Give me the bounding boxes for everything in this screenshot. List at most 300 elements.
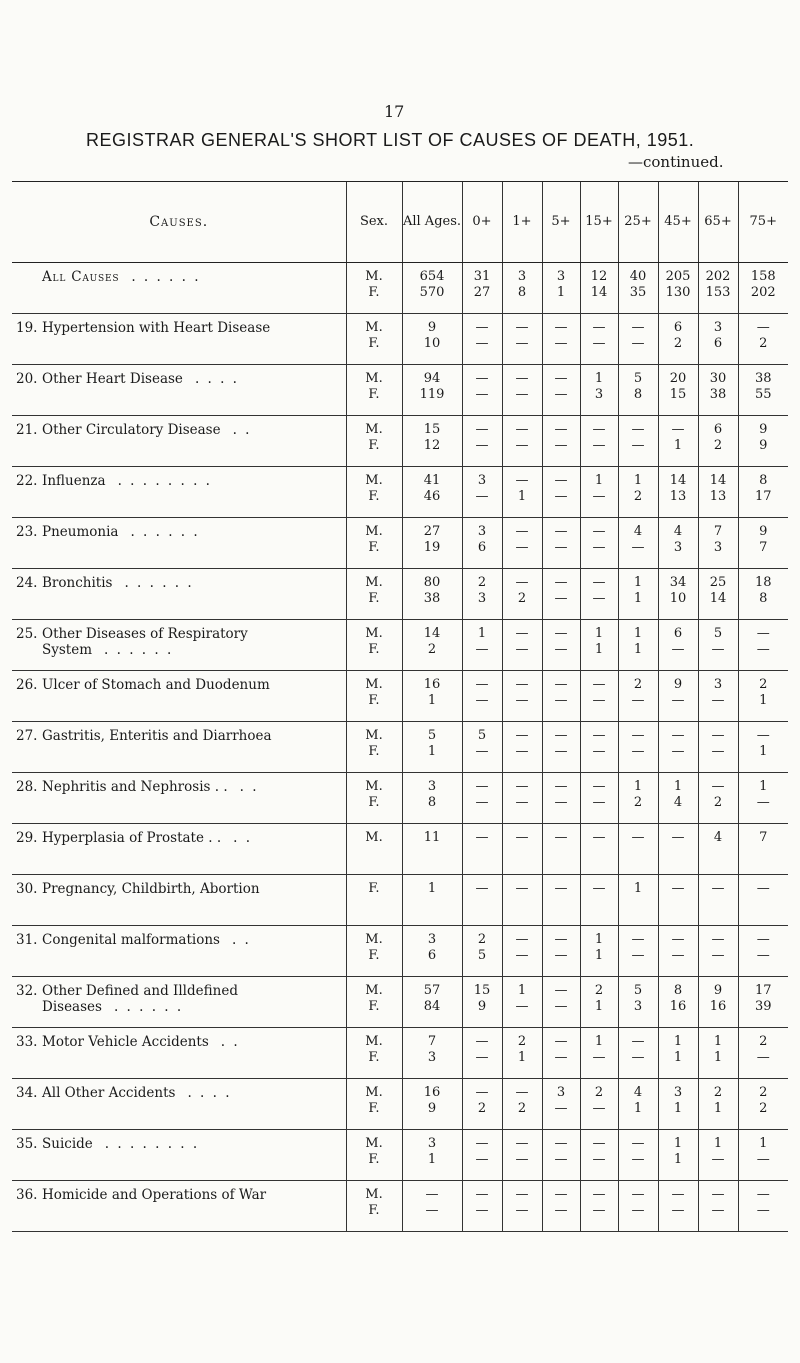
value-cell [698, 569, 738, 620]
death-count: — [592, 422, 606, 437]
death-count: 80 [423, 575, 441, 590]
death-count: 3 [673, 540, 683, 555]
death-count: 1 [759, 779, 768, 794]
death-count: — [554, 371, 568, 386]
death-count: — [671, 422, 685, 437]
death-count: — [554, 999, 568, 1014]
death-count: 1 [477, 626, 487, 641]
cause-number: 36. [16, 1187, 38, 1203]
value-cell [462, 773, 502, 824]
value-cell [738, 1079, 788, 1130]
death-count: — [475, 642, 489, 657]
death-count: — [515, 524, 529, 539]
death-count: 8 [633, 387, 643, 402]
death-count: 1 [427, 1152, 437, 1167]
death-count: — [756, 1152, 770, 1167]
value-cell [542, 620, 580, 671]
value-cell [698, 467, 738, 518]
sex-cell [346, 518, 402, 569]
column-header-65plus: 65+ [698, 182, 738, 263]
death-count: 202 [750, 285, 776, 300]
death-count: 3 [517, 269, 527, 284]
value-cell [738, 875, 788, 926]
death-count: — [554, 948, 568, 963]
death-count: — [554, 1203, 568, 1218]
leader-dots: . . . . . . [124, 575, 194, 591]
death-count: 1 [713, 1050, 723, 1065]
column-header-sex: Sex. [346, 182, 402, 263]
sex-value: M. [365, 320, 383, 335]
value-cell [580, 824, 618, 875]
value-cell [580, 263, 618, 314]
value-cell [698, 1079, 738, 1130]
value-cell [462, 620, 502, 671]
death-count: 3 [477, 524, 487, 539]
death-count: — [671, 830, 685, 845]
cause-label: Ulcer of Stomach and Duodenum [42, 677, 270, 693]
death-count: 4 [673, 524, 683, 539]
death-count: — [515, 473, 529, 488]
value-cell [542, 926, 580, 977]
cause-number: 25. [16, 626, 38, 642]
value-cell [502, 620, 542, 671]
death-count: 3 [556, 1085, 566, 1100]
value-cell [658, 977, 698, 1028]
death-count: 17 [754, 489, 772, 504]
value-cell [698, 263, 738, 314]
sex-value: M. [365, 983, 383, 998]
death-count: 3 [477, 591, 487, 606]
death-count: 1 [427, 881, 437, 896]
value-cell [542, 875, 580, 926]
value-cell [738, 722, 788, 773]
leader-dots: . . [232, 422, 252, 438]
value-cell [658, 467, 698, 518]
death-count: — [475, 693, 489, 708]
death-count: — [671, 881, 685, 896]
death-count: — [515, 932, 529, 947]
value-cell [402, 926, 462, 977]
table-row [12, 1079, 788, 1130]
value-cell [402, 365, 462, 416]
death-count: 10 [423, 336, 441, 351]
sex-value: M. [365, 932, 383, 947]
value-cell [580, 1079, 618, 1130]
death-count: 27 [473, 285, 491, 300]
death-count: — [515, 642, 529, 657]
death-count: 7 [759, 540, 768, 555]
cause-cell [12, 518, 346, 569]
table-row [12, 467, 788, 518]
sex-value: M. [365, 1187, 383, 1202]
table-body [12, 263, 788, 1232]
death-count: — [515, 371, 529, 386]
value-cell [738, 824, 788, 875]
value-cell [580, 1181, 618, 1232]
cause-label: Homicide and Operations of War [42, 1187, 267, 1203]
death-count: — [515, 540, 529, 555]
death-count: — [631, 1203, 645, 1218]
death-count: — [515, 422, 529, 437]
death-count: 16 [423, 677, 441, 692]
death-count: 7 [759, 830, 768, 845]
sex-value: M. [365, 677, 383, 692]
sex-value: F. [368, 642, 380, 657]
value-cell [580, 518, 618, 569]
table-row [12, 977, 788, 1028]
cause-number: 26. [16, 677, 38, 693]
table-row [12, 1130, 788, 1181]
sex-value: F. [368, 387, 380, 402]
death-count: 34 [669, 575, 687, 590]
value-cell [698, 1181, 738, 1232]
value-cell [658, 1181, 698, 1232]
value-cell [402, 467, 462, 518]
value-cell [542, 671, 580, 722]
death-count: 1 [673, 1136, 683, 1151]
cause-label: Diseases [42, 999, 102, 1015]
value-cell [658, 314, 698, 365]
value-cell [402, 416, 462, 467]
death-count: — [515, 438, 529, 453]
column-header-0plus: 0+ [462, 182, 502, 263]
death-count: — [475, 795, 489, 810]
death-count: — [592, 336, 606, 351]
sex-value: F. [368, 881, 380, 896]
value-cell [462, 518, 502, 569]
death-count: 1 [594, 473, 604, 488]
death-count: 570 [419, 285, 445, 300]
death-count: — [554, 1152, 568, 1167]
value-cell [658, 365, 698, 416]
value-cell [698, 671, 738, 722]
death-count: 6 [673, 320, 683, 335]
death-count: — [756, 626, 770, 641]
death-count: 2 [713, 1085, 723, 1100]
value-cell [698, 518, 738, 569]
death-count: — [756, 1187, 770, 1202]
value-cell [580, 416, 618, 467]
death-count: — [515, 1136, 529, 1151]
cause-cell [12, 773, 346, 824]
value-cell [658, 416, 698, 467]
death-count: 205 [665, 269, 691, 284]
sex-cell [346, 773, 402, 824]
death-count: 2 [477, 932, 487, 947]
value-cell [462, 926, 502, 977]
death-count: — [554, 693, 568, 708]
cause-cell [12, 416, 346, 467]
death-count: — [515, 387, 529, 402]
sex-cell [346, 416, 402, 467]
value-cell [542, 1181, 580, 1232]
value-cell [462, 722, 502, 773]
value-cell [658, 926, 698, 977]
death-count: 1 [594, 626, 604, 641]
column-header-25plus: 25+ [618, 182, 658, 263]
death-count: — [711, 1187, 725, 1202]
page-title: REGISTRAR GENERAL'S SHORT LIST OF CAUSES OF DEATH, 1951. [86, 130, 695, 150]
death-count: 2 [517, 591, 527, 606]
death-count: 1 [633, 642, 643, 657]
table-row [12, 569, 788, 620]
cause-number: 28. [16, 779, 38, 795]
cause-cell [12, 620, 346, 671]
value-cell [618, 569, 658, 620]
death-count: — [475, 1152, 489, 1167]
death-count: 5 [477, 948, 487, 963]
value-cell [402, 314, 462, 365]
cause-cell [12, 263, 346, 314]
value-cell [580, 671, 618, 722]
death-count: — [554, 1187, 568, 1202]
cause-label: Other Diseases of Respiratory [42, 626, 248, 642]
value-cell [580, 773, 618, 824]
death-count: — [671, 948, 685, 963]
cause-label: Other Defined and Illdefined [42, 983, 238, 999]
cause-label: Hyperplasia of Prostate . . [42, 830, 222, 846]
death-count: — [592, 1136, 606, 1151]
death-count: 9 [427, 1101, 437, 1116]
death-count: — [592, 540, 606, 555]
table-row [12, 620, 788, 671]
death-count: — [631, 830, 645, 845]
value-cell [658, 263, 698, 314]
cause-number: 30. [16, 881, 38, 897]
death-count: 3 [713, 677, 723, 692]
death-count: 55 [754, 387, 772, 402]
sex-value: M. [365, 1136, 383, 1151]
value-cell [462, 1028, 502, 1079]
death-count: — [475, 881, 489, 896]
sex-cell [346, 671, 402, 722]
page-subtitle: —continued. [628, 153, 724, 171]
cause-label: Pregnancy, Childbirth, Abortion [42, 881, 260, 897]
column-header-all-ages: All Ages. [402, 182, 462, 263]
death-count: — [554, 438, 568, 453]
death-count: — [554, 1101, 568, 1116]
sex-value: F. [368, 336, 380, 351]
cause-label: All Causes [42, 269, 120, 285]
value-cell [738, 314, 788, 365]
value-cell [462, 263, 502, 314]
death-count: 10 [669, 591, 687, 606]
sex-value: M. [365, 1034, 383, 1049]
sex-value: M. [365, 371, 383, 386]
cause-label: Motor Vehicle Accidents [42, 1034, 209, 1050]
column-header-1plus: 1+ [502, 182, 542, 263]
cause-label: Other Heart Disease [42, 371, 183, 387]
value-cell [618, 671, 658, 722]
value-cell [462, 1079, 502, 1130]
death-count: 119 [419, 387, 445, 402]
death-count: — [475, 422, 489, 437]
value-cell [402, 620, 462, 671]
death-count: 14 [423, 626, 441, 641]
death-count: 5 [633, 371, 643, 386]
death-count: — [554, 626, 568, 641]
death-count: — [592, 591, 606, 606]
death-count: — [592, 1152, 606, 1167]
value-cell [580, 1130, 618, 1181]
death-count: — [711, 744, 725, 759]
death-count: — [475, 677, 489, 692]
death-count: 8 [673, 983, 683, 998]
sex-value: M. [365, 269, 383, 284]
death-count: 3 [594, 387, 604, 402]
value-cell [658, 824, 698, 875]
death-count: — [475, 489, 489, 504]
column-header-15plus: 15+ [580, 182, 618, 263]
death-count: — [515, 575, 529, 590]
death-count: 2 [759, 1101, 768, 1116]
death-count: — [631, 948, 645, 963]
death-count: 1 [713, 1034, 723, 1049]
value-cell [618, 1079, 658, 1130]
value-cell [738, 773, 788, 824]
cause-cell [12, 926, 346, 977]
death-count: 25 [709, 575, 727, 590]
death-count: 1 [633, 881, 643, 896]
death-count: — [425, 1203, 439, 1218]
death-count: 5 [427, 728, 437, 743]
death-count: — [515, 693, 529, 708]
death-count: 2 [477, 1101, 487, 1116]
death-count: — [554, 830, 568, 845]
death-count: — [515, 1187, 529, 1202]
value-cell [618, 467, 658, 518]
value-cell [658, 569, 698, 620]
death-count: 16 [423, 1085, 441, 1100]
death-count: — [631, 1152, 645, 1167]
death-count: — [554, 540, 568, 555]
death-count: — [592, 693, 606, 708]
death-count: — [515, 320, 529, 335]
death-count: 1 [594, 1034, 604, 1049]
value-cell [502, 518, 542, 569]
value-cell [618, 365, 658, 416]
value-cell [462, 1181, 502, 1232]
value-cell [402, 518, 462, 569]
death-count: 3 [633, 999, 643, 1014]
death-count: — [554, 575, 568, 590]
death-count: — [631, 540, 645, 555]
value-cell [580, 1028, 618, 1079]
death-count: 654 [419, 269, 445, 284]
death-count: — [631, 693, 645, 708]
value-cell [618, 620, 658, 671]
death-count: 13 [709, 489, 727, 504]
sex-value: F. [368, 999, 380, 1014]
death-count: 9 [759, 422, 768, 437]
death-count: — [475, 320, 489, 335]
death-count: 6 [673, 626, 683, 641]
value-cell [462, 977, 502, 1028]
leader-dots: . . [231, 932, 251, 948]
cause-number: 29. [16, 830, 38, 846]
death-count: 1 [517, 983, 527, 998]
death-count: — [592, 575, 606, 590]
death-count: 1 [633, 1101, 643, 1116]
death-count: — [631, 1050, 645, 1065]
value-cell [580, 620, 618, 671]
sex-cell [346, 875, 402, 926]
death-count: — [554, 387, 568, 402]
value-cell [402, 671, 462, 722]
value-cell [580, 722, 618, 773]
value-cell [658, 1028, 698, 1079]
death-count: — [515, 1203, 529, 1218]
death-count: — [671, 932, 685, 947]
death-count: — [515, 881, 529, 896]
death-count: — [475, 1085, 489, 1100]
death-count: 2 [594, 983, 604, 998]
death-count: 1 [673, 1152, 683, 1167]
death-count: — [554, 1050, 568, 1065]
death-count: 3 [427, 779, 437, 794]
value-cell [462, 1130, 502, 1181]
value-cell [402, 977, 462, 1028]
value-cell [738, 926, 788, 977]
leader-dots: . . . . . . . . [104, 1136, 200, 1152]
value-cell [698, 773, 738, 824]
value-cell [542, 1130, 580, 1181]
sex-value: F. [368, 1203, 380, 1218]
death-count: — [515, 1152, 529, 1167]
value-cell [502, 1130, 542, 1181]
sex-value: F. [368, 489, 380, 504]
death-count: 38 [709, 387, 727, 402]
death-count: 2 [633, 489, 643, 504]
value-cell [502, 722, 542, 773]
death-count: — [711, 1203, 725, 1218]
death-count: 57 [423, 983, 441, 998]
death-count: — [554, 795, 568, 810]
death-count: 14 [709, 591, 727, 606]
death-count: 1 [556, 285, 566, 300]
death-count: — [515, 779, 529, 794]
death-count: — [592, 795, 606, 810]
death-count: — [475, 336, 489, 351]
value-cell [462, 569, 502, 620]
value-cell [698, 365, 738, 416]
value-cell [618, 722, 658, 773]
death-count: — [631, 1136, 645, 1151]
cause-cell [12, 977, 346, 1028]
value-cell [658, 671, 698, 722]
value-cell [580, 365, 618, 416]
death-count: — [554, 524, 568, 539]
death-count: — [515, 336, 529, 351]
death-count: 1 [517, 1050, 527, 1065]
page-number: 17 [384, 102, 405, 121]
sex-value: F. [368, 744, 380, 759]
value-cell [402, 875, 462, 926]
death-count: — [515, 1085, 529, 1100]
death-count: 12 [590, 269, 608, 284]
leader-dots: . . . . . . [131, 269, 201, 285]
death-count: — [711, 642, 725, 657]
death-count: 27 [423, 524, 441, 539]
cause-cell [12, 569, 346, 620]
value-cell [658, 518, 698, 569]
death-count: — [671, 744, 685, 759]
death-count: 11 [423, 830, 441, 845]
sex-cell [346, 365, 402, 416]
death-count: 18 [754, 575, 772, 590]
leader-dots: . . . . [194, 371, 239, 387]
table-row [12, 671, 788, 722]
